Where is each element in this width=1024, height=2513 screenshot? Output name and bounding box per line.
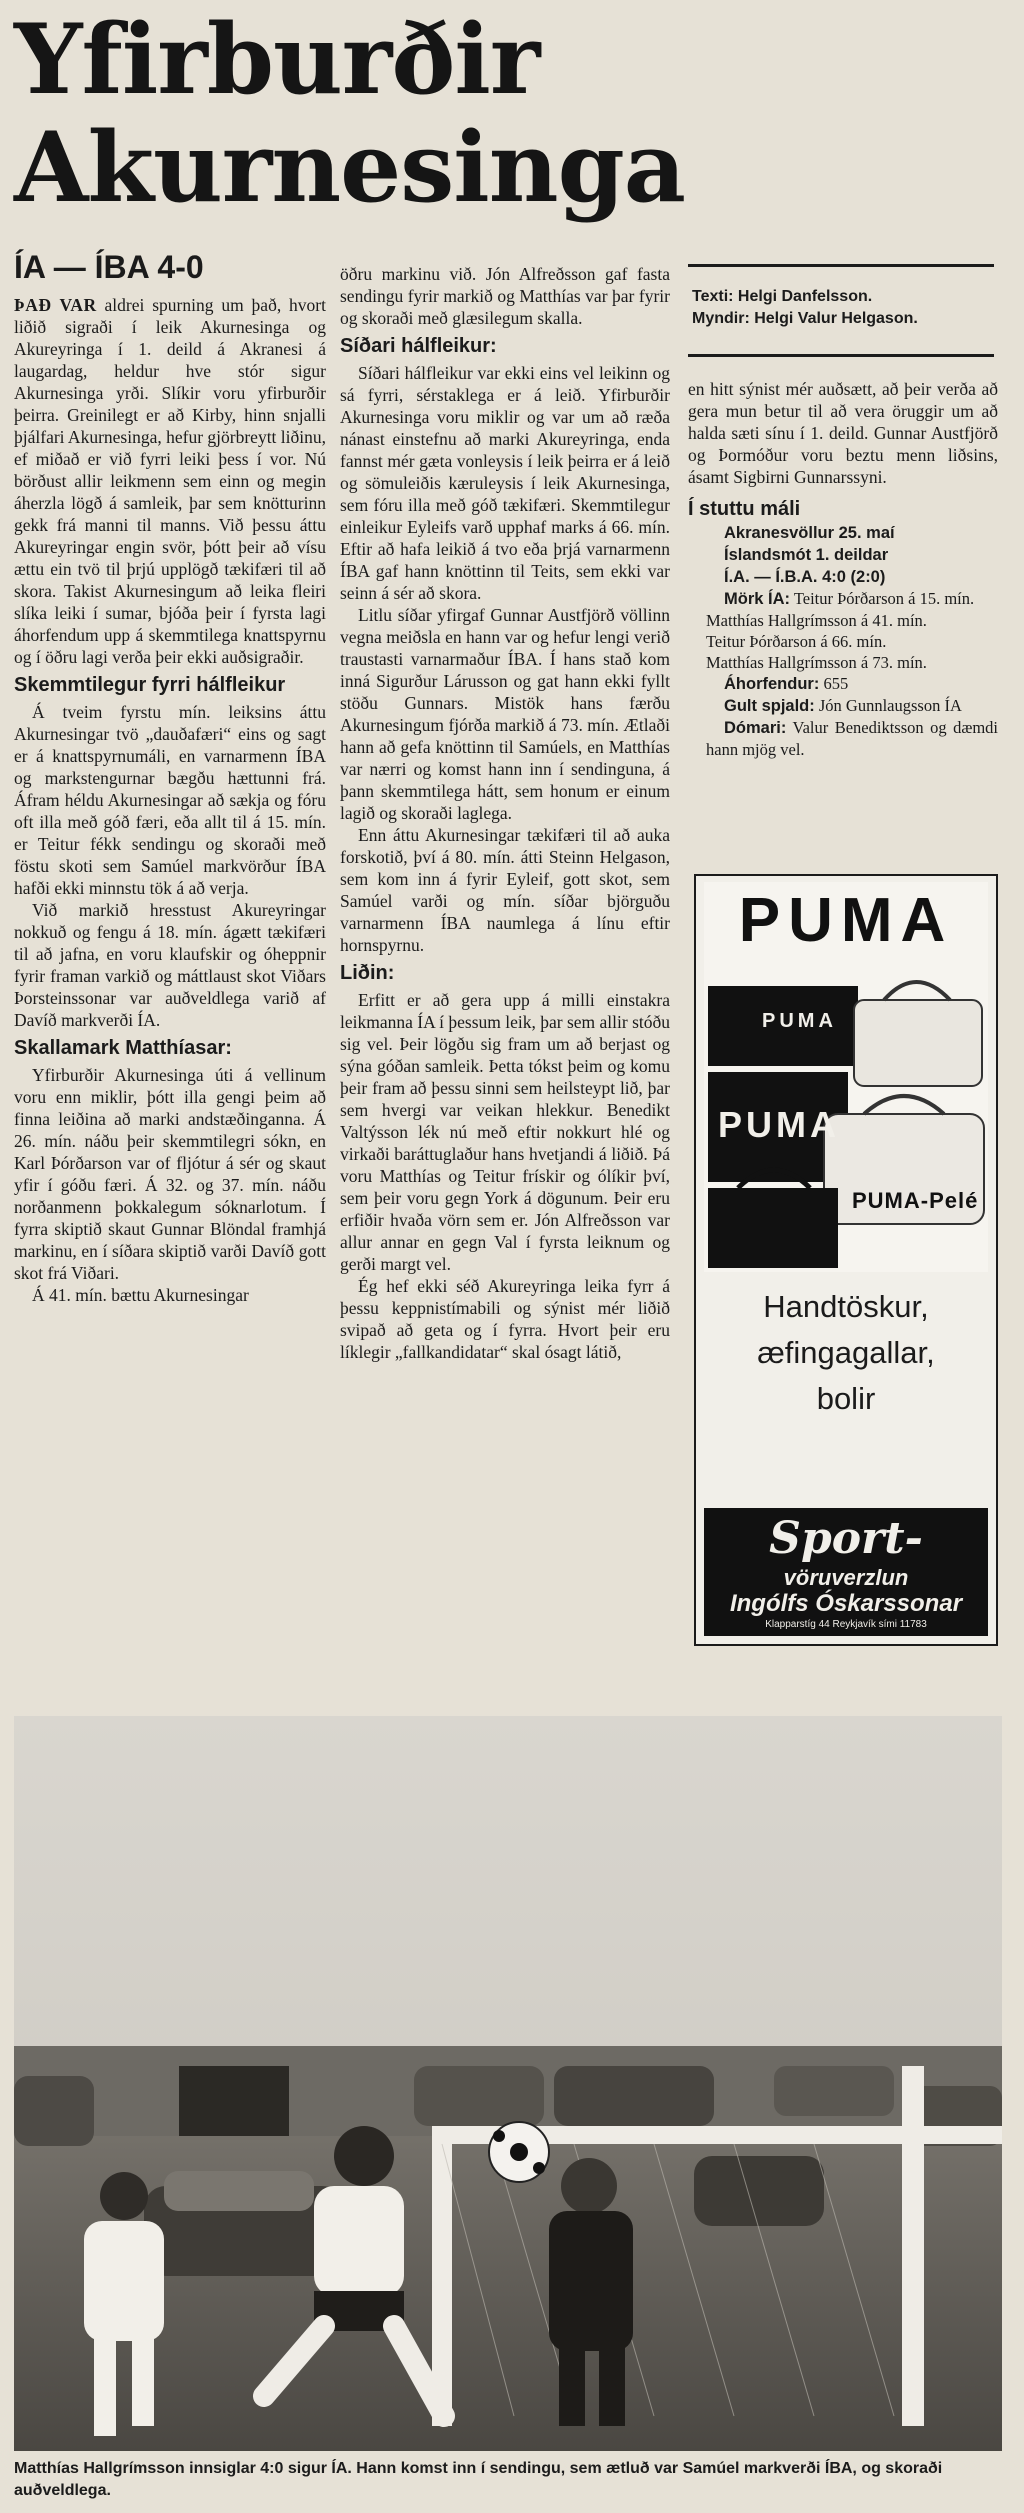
result: Í.A. — Í.B.A. 4:0 (2:0) xyxy=(724,568,886,586)
text-credit: Texti: Helgi Danfelsson. xyxy=(692,288,873,305)
car-shape xyxy=(164,2171,314,2211)
paragraph: öðru markinu við. Jón Alfreðsson gaf fasta sendingu fyrir markið og Matthías var þar fyrir og skoraði með glæsilegum skalla. xyxy=(340,264,670,328)
credits xyxy=(692,286,1002,330)
match-facts xyxy=(688,522,998,760)
car-shape xyxy=(414,2066,544,2126)
subheading-teams: Liðin: xyxy=(340,962,395,984)
referee-label: Dómari: xyxy=(724,719,787,737)
bag-handle xyxy=(884,982,950,1000)
car-shape xyxy=(14,2076,94,2146)
goal-1: Teitur Þórðarson á 15. mín. xyxy=(790,589,975,608)
match-photo xyxy=(14,1716,1002,2451)
ad-product-line: æfingagallar, xyxy=(757,1335,935,1370)
bag-handle xyxy=(864,1096,944,1114)
shop-name-2: vöruverzlun xyxy=(783,1565,909,1590)
car-shape xyxy=(774,2066,894,2116)
goals-label: Mörk ÍA: xyxy=(724,590,790,608)
summary-title: Í stuttu máli xyxy=(688,498,801,520)
attendance: 655 xyxy=(819,674,849,693)
bag-shape xyxy=(854,1000,982,1086)
paragraph: Síðari hálfleikur var ekki eins vel leikinn og sá fyrri, sérstaklega er á leið. Yfirburðir Akurnesinga voru miklir og var um að ræða nánast einstefnu að marki Akureyringa, enda fannst mér gæta vonleysis í leik þeirra er á leið og sömuleiðis kæruleysis í leik Akurnesinga, sem fóru illa með góð tækifæri. Skemmtilegur einleikur Eyleifs varð upphaf marks á 66. mín. Eftir að hafa leikið á tvo eða þrjá varnarmenn ÍBA gaf hann knöttinn til Teits, sem ekki var seinn á sér að skora. xyxy=(340,363,670,603)
attendance-label: Áhorfendur: xyxy=(724,675,820,693)
paragraph: Enn áttu Akurnesingar tækifæri til að auka forskotið, því á 80. mín. átti Steinn Helgason, sem kom inn á fyrir Eyleif, gott skot, sem Samúel varði og mín. síðar björguðu varnarmenn ÍBA naumlega á línu eftir hornspyrnu. xyxy=(340,825,670,955)
headline xyxy=(14,3,814,224)
subheading-second-half: Síðari hálfleikur: xyxy=(340,335,497,357)
paragraph: Erfitt er að gera upp á milli einstakra leikmanna ÍA í þessum leik, þar sem allir stóðu sig vel. Þeir lögðu sig fram um að berjast og sýna góðan samleik. Þetta tókst þeim og komu þeir fram að þessu sinni sem heilsteypt lið, þar sem hvergi var veikan hlekkur. Benedikt Valtýsson lék nú með eftir nokkurt hlé og virkaði baráttuglaður hans hvetjandi á liðið. Þá voru Matthías og Teitur frískir og ólíkir því, sem þeir voru gegn York á dögunum. Þeir eru erfiðir hvaða vörn sem er. Jón Alfreðsson var allur annar en gegn Val í fyrsta leiknum og gerði margt vel. xyxy=(340,990,671,1274)
ad-bag-photo xyxy=(704,882,988,1272)
article-column-2 xyxy=(340,263,670,1363)
bottom-rule xyxy=(688,354,994,357)
subheading-first-half: Skemmtilegur fyrri hálfleikur xyxy=(14,674,286,696)
headline-line-1: Yfirburðir xyxy=(14,3,540,116)
bag-label: PUMA xyxy=(762,1010,837,1032)
yellow-card: Jón Gunnlaugsson ÍA xyxy=(814,696,962,715)
ad-product-line: bolir xyxy=(816,1381,876,1416)
headline-line-2: Akurnesinga xyxy=(14,111,685,224)
shop-name-1: Sport- xyxy=(769,1513,923,1564)
bag-label: PUMA-Pelé xyxy=(852,1188,979,1213)
photo-credit: Myndir: Helgi Valur Helgason. xyxy=(692,310,918,327)
paragraph: Yfirburðir Akurnesinga úti á vellinum voru enn miklir, þótt illa gengi þeim að finna leiðina að marki andstæðinganna. Á 26. mín. náðu þeir skemmtilegri sókn, en Karl Þórðarson var of fljótur á sér og skaut yfir í góðu færi. Á 32. og 37. mín. náðu norðanmenn þokkalegum sóknarlotum. Í fyrra skiptið skaut Gunnar Blöndal framhjá markinu, en í síðara skiptið varði Davíð gott skot frá Viðari. xyxy=(14,1065,326,1283)
bag-label: PUMA xyxy=(718,1104,840,1145)
venue: Akranesvöllur 25. maí xyxy=(724,524,895,542)
intro-paragraph xyxy=(14,294,326,668)
ad-brand: PUMA xyxy=(738,886,954,955)
bag-shape xyxy=(708,1188,838,1268)
car-shape xyxy=(554,2066,714,2126)
car-shape xyxy=(694,2156,824,2226)
goal-2: Matthías Hallgrímsson á 41. mín. xyxy=(706,611,927,630)
yellow-card-label: Gult spjald: xyxy=(724,697,815,715)
competition: Íslandsmót 1. deildar xyxy=(724,546,889,564)
paragraph: Á tveim fyrstu mín. leiksins áttu Akurnesingar tvö „dauðafæri“ eins og sagt er á knattspyrnumáli, en varnarmenn ÍBA og markstengurnar bægðu hættunni frá. Áfram héldu Akurnesingar að sækja og fóru oft illa með góð færi, eða allt til á 15. mín. er Teitur fékk sendingu og skoraði með föstu skoti sem Samúel markvörður ÍBA hafði ekki minnstu tök á að verja. xyxy=(14,702,326,898)
football-icon xyxy=(489,2122,549,2182)
photo-illustration xyxy=(14,1716,1002,2451)
goal-4: Matthías Hallgrímsson á 73. mín. xyxy=(706,653,927,672)
paragraph: Við markið hresstust Akureyringar nokkuð og fengu á 18. mín. ágætt tækifæri til að jafna, en voru klaufskir og óheppnir fyrir framan varkið og máttlaust skot Viðars Þorsteinssonar var auðveldlega varið af Davíð markverði ÍA. xyxy=(14,900,326,1030)
subheading-header-goal: Skallamark Matthíasar: xyxy=(14,1037,232,1059)
ad-product-line: Handtöskur, xyxy=(763,1289,929,1324)
article-column-3 xyxy=(688,378,998,760)
lead-caps: ÞAÐ VAR xyxy=(14,295,97,315)
paragraph: Ég hef ekki séð Akureyringa leika fyrr á þessu keppnistímabili og sýnist mér liðið svipað að geta og í fyrra. Hvort þeir eru líklegir „fallkandidatar“ skal ósagt látið, xyxy=(340,1276,670,1362)
shop-logo xyxy=(704,1508,988,1636)
top-rule xyxy=(688,264,994,267)
paragraph: Á 41. mín. bættu Akurnesingar xyxy=(32,1285,249,1305)
ad-products xyxy=(696,1284,996,1422)
paragraph: Litlu síðar yfirgaf Gunnar Austfjörð völlinn vegna meiðsla en hann var og hefur lengi verið traustasti varnarmaður ÍBA. Í hans stað kom inná Sigurður Lárusson og gat hann ekki fyllt stöðu Gunnars. Mistök hans færðu Akurnesingum fjórða markið á 73. mín. Ætlaði hann að gefa knöttinn til Samúels, en Matthías var nærri og komst hann inn í sendinguna, á þann skemmtilega hátt, sem honum er einum lagið og skoraði laglega. xyxy=(340,605,670,823)
goalpost xyxy=(902,2066,924,2426)
stand-shape xyxy=(179,2066,289,2136)
shop-name-3: Ingólfs Óskarssonar xyxy=(729,1590,963,1617)
referee: Valur Benediktsson og dæmdi hann mjög vel. xyxy=(706,718,998,759)
goal-3: Teitur Þórðarson á 66. mín. xyxy=(706,632,887,651)
photo-caption: Matthías Hallgrímsson innsiglar 4:0 sigur ÍA. Hann komst inn í sendingu, sem ætluð var Samúel markverði ÍBA, og skoraði auðveldlega. xyxy=(14,2460,943,2499)
puma-advertisement xyxy=(694,874,998,1646)
article-column-1 xyxy=(14,294,326,1306)
shop-address: Klapparstíg 44 Reykjavík sími 11783 xyxy=(765,1619,927,1630)
intro-text: aldrei spurning um það, hvort liðið sigraði í leik Akurnesinga og Akureyringa í 1. deild á Akranesi á laugardag, heldur hve stór sigur Akurnesinga yrði. Slíkir voru yfirburðir þeirra. Greinilegt er að Kirby, hinn snjalli þjálfari Akurnesinga, hefur gjörbreytt liðinu, ef miðað er við fyrri leiki þess í vor. Nú börðust allir leikmenn sem einn og megin áherzla lögð á samleik, þar sem knötturinn gekk frá manni til manns. Við þessu áttu Akureyringar engin svör, þótt þeir að vísu ættu ein tvö til þrjú upplögð tækifæri til að skora. Takist Akurnesingum að leika fleiri slíka leiki í sumar, bjóða þeir í fyrsta lagi áhorfendum upp á skemmtilega knattspyrnu og í öðru lagi verða þeir ekki auðsigraðir. xyxy=(14,295,327,667)
paragraph: en hitt sýnist mér auðsætt, að þeir verða að gera mun betur til að vera öruggir um að halda sæti sínu í 1. deild. Gunnar Austfjörð og Þormóður voru beztu menn liðsins, ásamt Sigbirni Gunnarssyni. xyxy=(688,379,998,487)
match-score: ÍA — ÍBA 4-0 xyxy=(14,249,204,285)
